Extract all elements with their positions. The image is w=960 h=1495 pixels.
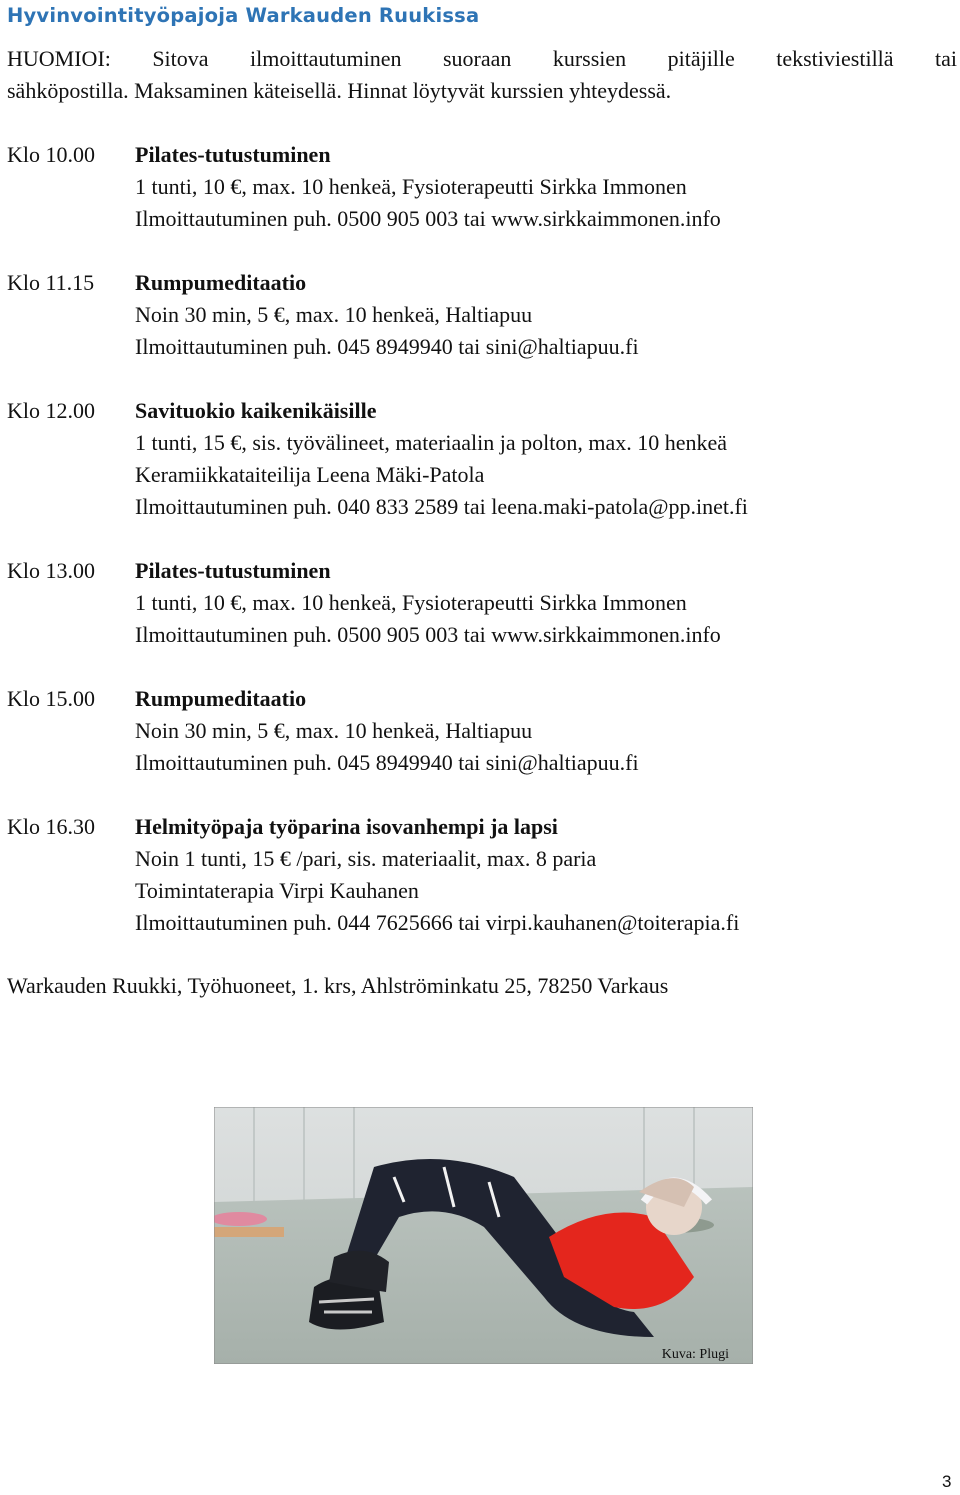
entry-time: Klo 12.00 [7, 398, 95, 423]
page-number: 3 [942, 1472, 952, 1491]
entry-title: Pilates-tutustuminen [135, 558, 331, 583]
entry-body [135, 555, 945, 651]
entry-instructor: Keramiikkataiteilija Leena Mäki-Patola [135, 462, 485, 487]
entry-detail: Noin 30 min, 5 €, max. 10 henkeä, Haltiapuu [135, 718, 533, 743]
entry-detail: Noin 30 min, 5 €, max. 10 henkeä, Haltiapuu [135, 302, 533, 327]
entry-time: Klo 11.15 [7, 270, 95, 295]
entry-registration: Ilmoittautuminen puh. 044 7625666 tai virpi.kauhanen@toiterapia.fi [135, 910, 740, 935]
entry-time: Klo 15.00 [7, 686, 95, 711]
entry-time: Klo 16.30 [7, 814, 95, 839]
entry-title: Helmityöpaja työparina isovanhempi ja lapsi [135, 814, 558, 839]
entry-instructor: Toimintaterapia Virpi Kauhanen [135, 878, 419, 903]
entry-detail: Noin 1 tunti, 15 € /pari, sis. materiaalit, max. 8 paria [135, 846, 597, 871]
entry-time: Klo 10.00 [7, 142, 95, 167]
notice-line-2: sähköpostilla. Maksaminen käteisellä. Hinnat löytyvät kurssien yhteydessä. [7, 78, 672, 103]
photo-credit: Kuva: Plugi [661, 1347, 729, 1362]
entry-registration: Ilmoittautuminen puh. 040 833 2589 tai leena.maki-patola@pp.inet.fi [135, 494, 748, 519]
venue-address: Warkauden Ruukki, Työhuoneet, 1. krs, Ahlströminkatu 25, 78250 Varkaus [7, 973, 669, 998]
entry-registration: Ilmoittautuminen puh. 0500 905 003 tai www.sirkkaimmonen.info [135, 206, 721, 231]
exercise-photo-illustration [214, 1107, 753, 1364]
notice-line-1: HUOMIOI: Sitova ilmoittautuminen suoraan kurssien pitäjille tekstiviestillä tai [7, 46, 957, 71]
entry-title: Rumpumeditaatio [135, 270, 307, 295]
entry-title: Rumpumeditaatio [135, 686, 307, 711]
entry-title: Savituokio kaikenikäisille [135, 398, 377, 423]
entry-body [135, 139, 945, 235]
entry-detail: 1 tunti, 15 €, sis. työvälineet, materiaalin ja polton, max. 10 henkeä [135, 430, 728, 455]
notice-paragraph [7, 43, 957, 107]
entry-title: Pilates-tutustuminen [135, 142, 331, 167]
entry-registration: Ilmoittautuminen puh. 045 8949940 tai sini@haltiapuu.fi [135, 334, 639, 359]
entry-registration: Ilmoittautuminen puh. 0500 905 003 tai www.sirkkaimmonen.info [135, 622, 721, 647]
entry-registration: Ilmoittautuminen puh. 045 8949940 tai sini@haltiapuu.fi [135, 750, 639, 775]
entry-detail: 1 tunti, 10 €, max. 10 henkeä, Fysioterapeutti Sirkka Immonen [135, 590, 687, 615]
entry-time: Klo 13.00 [7, 558, 95, 583]
entry-body [135, 683, 945, 779]
entry-body [135, 267, 945, 363]
exercise-photo [214, 1107, 753, 1364]
entry-body [135, 395, 945, 523]
entry-detail: 1 tunti, 10 €, max. 10 henkeä, Fysioterapeutti Sirkka Immonen [135, 174, 687, 199]
entry-body [135, 811, 945, 939]
page-title: Hyvinvointityöpajoja Warkauden Ruukissa [7, 4, 480, 27]
